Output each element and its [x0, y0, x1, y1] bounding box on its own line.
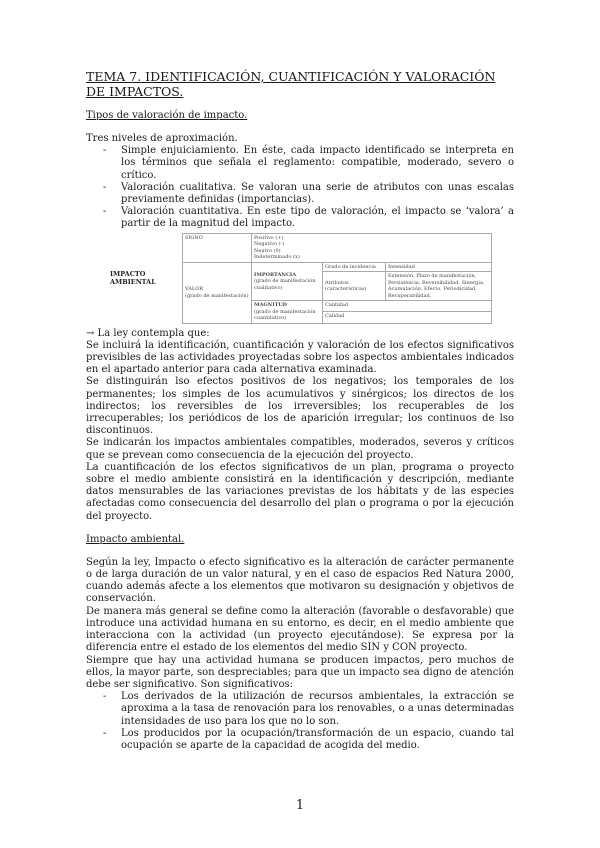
section-heading-tipos: Tipos de valoración de impacto. [86, 110, 248, 121]
impacto-paragraph: Siempre que hay una actividad humana se producen impactos, pero muchos de ellos, la mayor parte, son despreciables; para que un impacto sea digno de atención debe ser significativo. Son significativos: [86, 654, 514, 690]
ley-paragraph: Se indicarán los impactos ambientales compatibles, moderados, severos y críticos que se prevean como consecuencia de la ejecución del proyecto. [86, 437, 514, 461]
intro-text: Tres niveles de aproximación. [86, 133, 238, 144]
table-valor: VALOR (grado de manifestación) [183, 262, 252, 323]
table-magnitud: MAGNITUD (grado de manifestación cuantitativo) [252, 301, 323, 324]
page-number: 1 [295, 798, 305, 813]
table-intensidad-header: Intensidad [386, 262, 492, 272]
list-item: - Simple enjuiciamiento. En éste, cada impacto identificado se interpreta en los términos que señala el reglamento: compatible, moderado, severo o crítico. [103, 145, 514, 181]
impacto-table [108, 233, 492, 324]
list-item: - Los derivados de la utilización de recursos ambientales, la extracción se aproxima a la tasa de renovación para los renovables, o a unas determinadas intensidades de uso para los que no lo son. [103, 691, 514, 727]
ley-paragraph: La cuantificación de los efectos significativos de un plan, programa o proyecto sobre el medio ambiente consistirá en la identificación y descripción, mediante datos mensurables de las variaciones previstas de los hábitats y de las especies afectadas como consecuencia del desarrollo del plan o programa o por la ejecución del proyecto. [86, 461, 514, 522]
ley-paragraph: Se incluirá la identificación, cuantificación y valoración de los efectos significativos previsibles de las actividades proyectadas sobre los aspectos ambientales indicados en el apartado anterior para cada alternativa examinada. [86, 339, 514, 376]
ley-paragraph: Se distinguirán lso efectos positivos de los negativos; los temporales de los permanentes; los simples de los acumulativos y sinérgicos; los directos de los indirectos; los reversibles de los irreversibles; los recuperables de los irrecuperables; los periódicos de los de aparición irregular; los continuos de lso discontinuos. [86, 376, 514, 437]
table-signo: SIGNO [183, 233, 252, 262]
table-impacto-label: IMPACTO AMBIENTAL [110, 270, 156, 287]
table-signo-values: Positivo (+) Negativo (-) Neutro (0) Indeterminado (x) [252, 233, 492, 262]
table-grado-header: Grado de incidencia [323, 262, 386, 272]
table-atributos: Atributos (características) [323, 272, 386, 301]
table-importancia: IMPORTANCIA (grado de manifestación cualitativo) [252, 262, 323, 301]
table-atributos-list: Extensión, Plazo de manifestación, Persistencia, Reversibilidad, Sinergia, Acumulación, Efecto, Periodicidad, Recuperabilidad. [386, 272, 492, 301]
page-title: TEMA 7. IDENTIFICACIÓN, CUANTIFICACIÓN Y VALORACIÓN DE IMPACTOS. [86, 69, 496, 99]
table-calidad: Calidad [323, 312, 492, 323]
impacto-paragraph: De manera más general se define como la alteración (favorable o desfavorable) que introduce una actividad humana en su entorno, es decir, en el medio ambiente que interacciona con la actividad (un proyecto ejecutándose). Se expresa por la diferencia entre el estado de los elementos del medio SIN y CON proyecto. [86, 605, 514, 654]
impacto-paragraph: Según la ley, Impacto o efecto significativo es la alteración de carácter permanente o de larga duración de un valor natural, y en el caso de espacios Red Natura 2000, cuando además afecte a los elementos que motivaron su designación y objetivos de conservación. [86, 556, 514, 605]
section-heading-impacto: Impacto ambiental. [86, 533, 185, 545]
list-item: - Los producidos por la ocupación/transformación de un espacio, cuando tal ocupación se aparte de la capacidad de acogida del medio. [103, 727, 514, 751]
ley-lead: → La ley contempla que: [86, 327, 210, 339]
document-body [86, 70, 514, 752]
list-item: - Valoración cuantitativa. En este tipo de valoración, el impacto se ‘valora’ a partir de la magnitud del impacto. [103, 206, 514, 230]
list-item: - Valoración cualitativa. Se valoran una serie de atributos con unas escalas previamente definidas (importancias). [103, 181, 514, 206]
valoracion-list [86, 145, 514, 230]
significativos-list [86, 691, 514, 752]
table-cantidad: Cantidad [323, 301, 492, 312]
